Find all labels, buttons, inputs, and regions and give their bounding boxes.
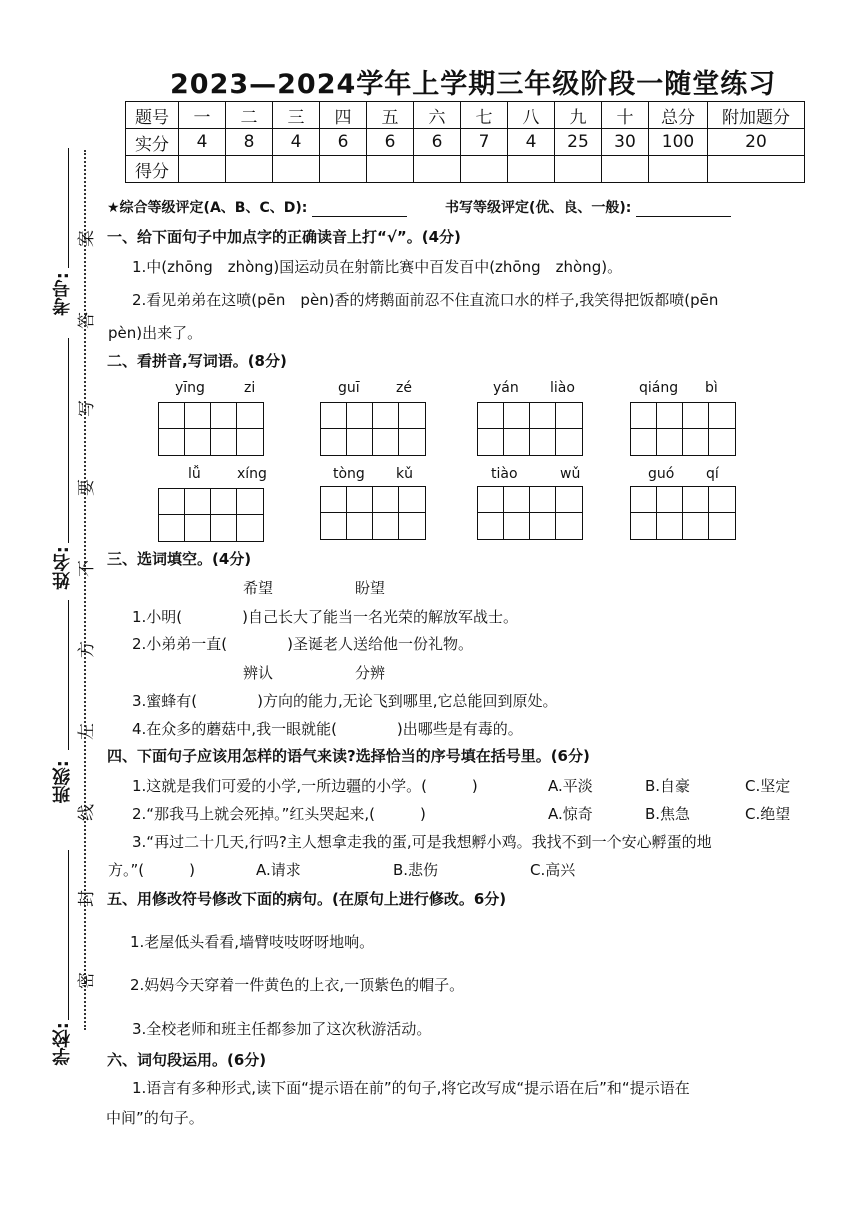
seal-char: 写	[77, 400, 97, 417]
table-cell: 4	[508, 129, 555, 156]
word-grid[interactable]	[477, 486, 583, 540]
table-row	[126, 102, 805, 129]
score-entry[interactable]	[708, 156, 805, 183]
section-heading: 四、下面句子应该用怎样的语气来读?选择恰当的序号填在括号里。(6分)	[107, 747, 590, 765]
question-text: pèn)出来了。	[108, 324, 203, 342]
pinyin-label: xíng	[237, 466, 267, 482]
table-cell: 6	[367, 129, 414, 156]
table-cell: 6	[320, 129, 367, 156]
score-entry[interactable]	[273, 156, 320, 183]
word-choice: 希望	[243, 579, 274, 597]
table-cell: 四	[320, 102, 367, 129]
table-cell: 6	[414, 129, 461, 156]
section-heading: 六、词句段运用。(6分)	[107, 1051, 267, 1069]
table-cell: 得分	[126, 156, 179, 183]
writing-grade-blank[interactable]	[636, 202, 731, 217]
school-line	[68, 850, 69, 1020]
seal-char: 线	[77, 804, 97, 821]
exam-number-label: 考号:	[52, 272, 73, 316]
overall-grade-blank[interactable]	[312, 202, 407, 217]
option: C.绝望	[745, 805, 791, 823]
word-grid[interactable]	[320, 486, 426, 540]
word-grid[interactable]	[630, 402, 736, 456]
school-label: 学校:	[52, 1022, 73, 1066]
question-text: 3.“再过二十几天,行吗?主人想拿走我的蛋,可是我想孵小鸡。我找不到一个安心孵蛋的地	[132, 833, 712, 851]
score-table	[125, 101, 805, 183]
option: B.焦急	[645, 805, 691, 823]
table-cell: 30	[602, 129, 649, 156]
pinyin-label: guó	[648, 466, 675, 482]
pinyin-label: lǚ	[188, 466, 201, 482]
word-choice: 辨认	[243, 664, 274, 682]
question-text: 中间”的句子。	[106, 1109, 204, 1127]
option: C.高兴	[530, 861, 576, 879]
score-entry[interactable]	[649, 156, 708, 183]
question-text: 2.“那我马上就会死掉。”红头哭起来,( )	[132, 805, 426, 823]
question-text: 2.小弟弟一直( )圣诞老人送给他一份礼物。	[132, 635, 474, 653]
class-label: 班级:	[52, 760, 73, 804]
pinyin-label: tòng	[333, 466, 365, 482]
table-cell: 8	[226, 129, 273, 156]
score-entry[interactable]	[508, 156, 555, 183]
pinyin-label: qí	[706, 466, 719, 482]
option: B.自豪	[645, 777, 691, 795]
question-text: 3.全校老师和班主任都参加了这次秋游活动。	[132, 1020, 432, 1038]
option: A.惊奇	[548, 805, 593, 823]
question-text: 3.蜜蜂有( )方向的能力,无论飞到哪里,它总能回到原处。	[132, 692, 558, 710]
pinyin-label: yán	[493, 380, 519, 396]
table-cell: 题号	[126, 102, 179, 129]
seal-char: 封	[77, 890, 97, 907]
name-line	[68, 338, 69, 543]
section-heading: 五、用修改符号修改下面的病句。(在原句上进行修改。6分)	[107, 890, 507, 908]
section-heading: 三、选词填空。(4分)	[107, 550, 252, 568]
word-grid[interactable]	[630, 486, 736, 540]
word-grid[interactable]	[477, 402, 583, 456]
word-grid[interactable]	[158, 402, 264, 456]
class-line	[68, 600, 69, 750]
seal-char: 要	[77, 479, 97, 496]
question-text: 1.老屋低头看看,墙臂吱吱呀呀地响。	[130, 933, 375, 951]
word-choice: 盼望	[355, 579, 386, 597]
word-grid[interactable]	[158, 488, 264, 542]
table-cell: 4	[273, 129, 320, 156]
option: A.平淡	[548, 777, 593, 795]
table-cell: 七	[461, 102, 508, 129]
seal-char: 案	[77, 230, 97, 247]
pinyin-label: bì	[705, 380, 718, 396]
table-cell: 五	[367, 102, 414, 129]
score-entry[interactable]	[461, 156, 508, 183]
seal-char: 方	[77, 641, 97, 658]
overall-grade-label: ★综合等级评定(A、B、C、D):	[107, 200, 308, 216]
table-cell: 20	[708, 129, 805, 156]
pinyin-label: guī	[338, 380, 360, 396]
score-entry[interactable]	[179, 156, 226, 183]
seal-char: 不	[77, 560, 97, 577]
page-title: 2023—2024学年上学期三年级阶段一随堂练习	[170, 69, 777, 100]
table-cell: 7	[461, 129, 508, 156]
question-text: 2.妈妈今天穿着一件黄色的上衣,一顶紫色的帽子。	[130, 976, 465, 994]
table-cell: 八	[508, 102, 555, 129]
question-text: 4.在众多的蘑菇中,我一眼就能( )出哪些是有毒的。	[132, 720, 523, 738]
pinyin-label: zi	[244, 380, 256, 396]
name-label: 姓名:	[52, 546, 73, 590]
pinyin-label: zé	[396, 380, 412, 396]
table-cell: 实分	[126, 129, 179, 156]
option: C.坚定	[745, 777, 791, 795]
seal-char: 答	[77, 312, 97, 329]
question-text: 2.看见弟弟在这喷(pēn pèn)香的烤鹅面前忍不住直流口水的样子,我笑得把饭都喷(pēn	[132, 291, 719, 309]
section-heading: 一、给下面句子中加点字的正确读音上打“√”。(4分)	[107, 228, 461, 246]
table-cell: 十	[602, 102, 649, 129]
table-cell: 九	[555, 102, 602, 129]
table-cell: 总分	[649, 102, 708, 129]
pinyin-label: yīng	[175, 380, 205, 396]
pinyin-label: tiào	[491, 466, 518, 482]
option: A.请求	[256, 861, 301, 879]
word-grid[interactable]	[320, 402, 426, 456]
option: B.悲伤	[393, 861, 439, 879]
table-cell: 六	[414, 102, 461, 129]
writing-grade-label: 书写等级评定(优、良、一般):	[444, 200, 632, 216]
score-entry[interactable]	[602, 156, 649, 183]
word-choice: 分辨	[355, 664, 386, 682]
score-entry[interactable]	[320, 156, 367, 183]
table-row	[126, 129, 805, 156]
table-cell: 二	[226, 102, 273, 129]
evaluation-line	[107, 197, 731, 217]
table-row	[126, 156, 805, 183]
seal-char: 密	[77, 972, 97, 989]
table-cell: 25	[555, 129, 602, 156]
table-cell: 附加题分	[708, 102, 805, 129]
seal-char: 左	[77, 723, 97, 740]
score-entry[interactable]	[367, 156, 414, 183]
question-text: 1.这就是我们可爱的小学,一所边疆的小学。( )	[132, 777, 478, 795]
question-text: 1.中(zhōng zhòng)国运动员在射箭比赛中百发百中(zhōng zhòng)。	[132, 258, 623, 276]
pinyin-label: qiáng	[639, 380, 679, 396]
score-entry[interactable]	[555, 156, 602, 183]
pinyin-label: liào	[550, 380, 575, 396]
table-cell: 三	[273, 102, 320, 129]
pinyin-label: wǔ	[560, 466, 581, 482]
pinyin-label: kǔ	[396, 466, 413, 482]
question-text: 1.小明( )自己长大了能当一名光荣的解放军战士。	[132, 608, 519, 626]
score-entry[interactable]	[414, 156, 461, 183]
question-text: 1.语言有多种形式,读下面“提示语在前”的句子,将它改写成“提示语在后”和“提示语在	[132, 1079, 690, 1097]
exam-number-line	[68, 148, 69, 268]
table-cell: 4	[179, 129, 226, 156]
score-entry[interactable]	[226, 156, 273, 183]
question-text: 方。”( )	[108, 861, 195, 879]
table-cell: 100	[649, 129, 708, 156]
section-heading: 二、看拼音,写词语。(8分)	[107, 352, 287, 370]
table-cell: 一	[179, 102, 226, 129]
